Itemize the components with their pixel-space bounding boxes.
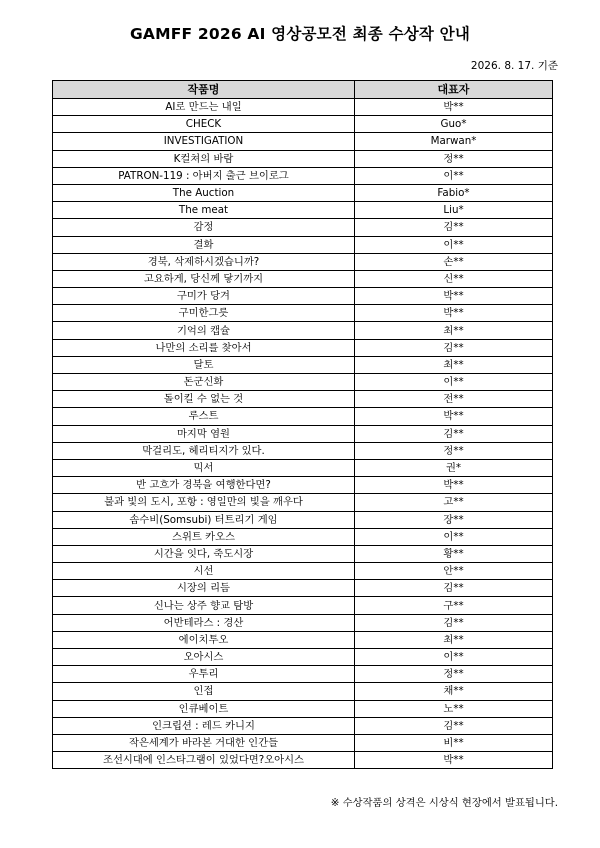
representative-cell: 채**	[355, 683, 553, 700]
table-row	[53, 597, 553, 614]
representative-cell: Marwan*	[355, 133, 553, 150]
work-title-cell: 스위트 카오스	[53, 528, 355, 545]
representative-cell: 권*	[355, 459, 553, 476]
table-row	[53, 545, 553, 562]
work-title-cell: CHECK	[53, 116, 355, 133]
representative-cell: 김**	[355, 425, 553, 442]
representative-cell: 이**	[355, 167, 553, 184]
representative-cell: 비**	[355, 734, 553, 751]
table-row	[53, 511, 553, 528]
representative-cell: 박**	[355, 477, 553, 494]
work-title-cell: 오아시스	[53, 649, 355, 666]
table-row	[53, 752, 553, 769]
work-title-cell: 인큐베이트	[53, 700, 355, 717]
representative-cell: Fabio*	[355, 184, 553, 201]
table-row	[53, 442, 553, 459]
work-title-cell: The meat	[53, 202, 355, 219]
work-title-cell: 막걸리도, 헤리티지가 있다.	[53, 442, 355, 459]
work-title-cell: PATRON-119 : 아버지 출근 브이로그	[53, 167, 355, 184]
work-title-cell: 우투리	[53, 666, 355, 683]
representative-cell: 박**	[355, 305, 553, 322]
table-row	[53, 116, 553, 133]
work-title-cell: 기억의 캡슐	[53, 322, 355, 339]
work-title-cell: K컬쳐의 바람	[53, 150, 355, 167]
table-row	[53, 717, 553, 734]
work-title-cell: 불과 빛의 도시, 포항 : 영일만의 빛을 깨우다	[53, 494, 355, 511]
table-row	[53, 649, 553, 666]
header-representative: 대표자	[355, 81, 553, 99]
work-title-cell: The Auction	[53, 184, 355, 201]
work-title-cell: 돈군신화	[53, 374, 355, 391]
table-header-row	[53, 81, 553, 99]
table-row	[53, 167, 553, 184]
work-title-cell: 작은세계가 바라본 거대한 인간들	[53, 734, 355, 751]
table-row	[53, 270, 553, 287]
table-row	[53, 236, 553, 253]
work-title-cell: 믹서	[53, 459, 355, 476]
representative-cell: 전**	[355, 391, 553, 408]
table-row	[53, 408, 553, 425]
work-title-cell: 나만의 소리를 찾아서	[53, 339, 355, 356]
table-row	[53, 614, 553, 631]
representative-cell: 노**	[355, 700, 553, 717]
representative-cell: 최**	[355, 356, 553, 373]
representative-cell: 박**	[355, 288, 553, 305]
header-work-title: 작품명	[53, 81, 355, 99]
table-row	[53, 683, 553, 700]
representative-cell: 이**	[355, 236, 553, 253]
representative-cell: 김**	[355, 717, 553, 734]
representative-cell: 정**	[355, 150, 553, 167]
representative-cell: 김**	[355, 580, 553, 597]
work-title-cell: 시장의 리듬	[53, 580, 355, 597]
table-row	[53, 425, 553, 442]
representative-cell: 장**	[355, 511, 553, 528]
table-row	[53, 734, 553, 751]
representative-cell: 구**	[355, 597, 553, 614]
work-title-cell: 인크립션 : 레드 카니지	[53, 717, 355, 734]
work-title-cell: 경북, 삭제하시겠습니까?	[53, 253, 355, 270]
table-row	[53, 666, 553, 683]
representative-cell: 이**	[355, 528, 553, 545]
table-row	[53, 391, 553, 408]
table-row	[53, 563, 553, 580]
work-title-cell: 솜수비(Somsubi) 터트리기 게임	[53, 511, 355, 528]
table-row	[53, 219, 553, 236]
representative-cell: 이**	[355, 374, 553, 391]
work-title-cell: 감정	[53, 219, 355, 236]
work-title-cell: 시선	[53, 563, 355, 580]
work-title-cell: 루스트	[53, 408, 355, 425]
work-title-cell: AI로 만드는 내일	[53, 99, 355, 116]
representative-cell: 박**	[355, 408, 553, 425]
work-title-cell: 시간을 잇다, 죽도시장	[53, 545, 355, 562]
representative-cell: 김**	[355, 614, 553, 631]
representative-cell: 황**	[355, 545, 553, 562]
representative-cell: 박**	[355, 752, 553, 769]
table-row	[53, 700, 553, 717]
table-row	[53, 356, 553, 373]
table-row	[53, 322, 553, 339]
document-title: GAMFF 2026 AI 영상공모전 최종 수상작 안내	[129, 25, 471, 43]
table-row	[53, 374, 553, 391]
work-title-cell: 구미가 당겨	[53, 288, 355, 305]
representative-cell: 안**	[355, 563, 553, 580]
work-title-cell: 고요하게, 당신께 닿기까지	[53, 270, 355, 287]
representative-cell: 손**	[355, 253, 553, 270]
table-row	[53, 150, 553, 167]
representative-cell: 박**	[355, 99, 553, 116]
representative-cell: 김**	[355, 339, 553, 356]
footnote: ※ 수상작품의 상격은 시상식 현장에서 발표됩니다.	[330, 797, 558, 809]
work-title-cell: 결화	[53, 236, 355, 253]
awards-table	[52, 80, 553, 769]
table-row	[53, 477, 553, 494]
table-row	[53, 202, 553, 219]
representative-cell: 고**	[355, 494, 553, 511]
table-row	[53, 459, 553, 476]
table-row	[53, 99, 553, 116]
table-row	[53, 339, 553, 356]
representative-cell: 정**	[355, 666, 553, 683]
table-row	[53, 528, 553, 545]
reference-date: 2026. 8. 17. 기준	[470, 60, 558, 72]
representative-cell: 이**	[355, 649, 553, 666]
table-row	[53, 580, 553, 597]
representative-cell: 최**	[355, 631, 553, 648]
table-row	[53, 133, 553, 150]
work-title-cell: 어반테라스 : 경산	[53, 614, 355, 631]
table-body	[53, 99, 553, 769]
work-title-cell: 인접	[53, 683, 355, 700]
representative-cell: Liu*	[355, 202, 553, 219]
table-row	[53, 288, 553, 305]
work-title-cell: 돌이킬 수 없는 것	[53, 391, 355, 408]
representative-cell: 정**	[355, 442, 553, 459]
work-title-cell: 달토	[53, 356, 355, 373]
table-row	[53, 184, 553, 201]
representative-cell: 김**	[355, 219, 553, 236]
work-title-cell: INVESTIGATION	[53, 133, 355, 150]
table-row	[53, 305, 553, 322]
representative-cell: 최**	[355, 322, 553, 339]
table-row	[53, 253, 553, 270]
work-title-cell: 반 고흐가 경북을 여행한다면?	[53, 477, 355, 494]
representative-cell: Guo*	[355, 116, 553, 133]
work-title-cell: 조선시대에 인스타그램이 있었다면?오아시스	[53, 752, 355, 769]
work-title-cell: 구미한그릇	[53, 305, 355, 322]
work-title-cell: 마지막 염원	[53, 425, 355, 442]
table-row	[53, 631, 553, 648]
representative-cell: 신**	[355, 270, 553, 287]
table-row	[53, 494, 553, 511]
work-title-cell: 신나는 상주 향교 탐방	[53, 597, 355, 614]
work-title-cell: 에이치투오	[53, 631, 355, 648]
